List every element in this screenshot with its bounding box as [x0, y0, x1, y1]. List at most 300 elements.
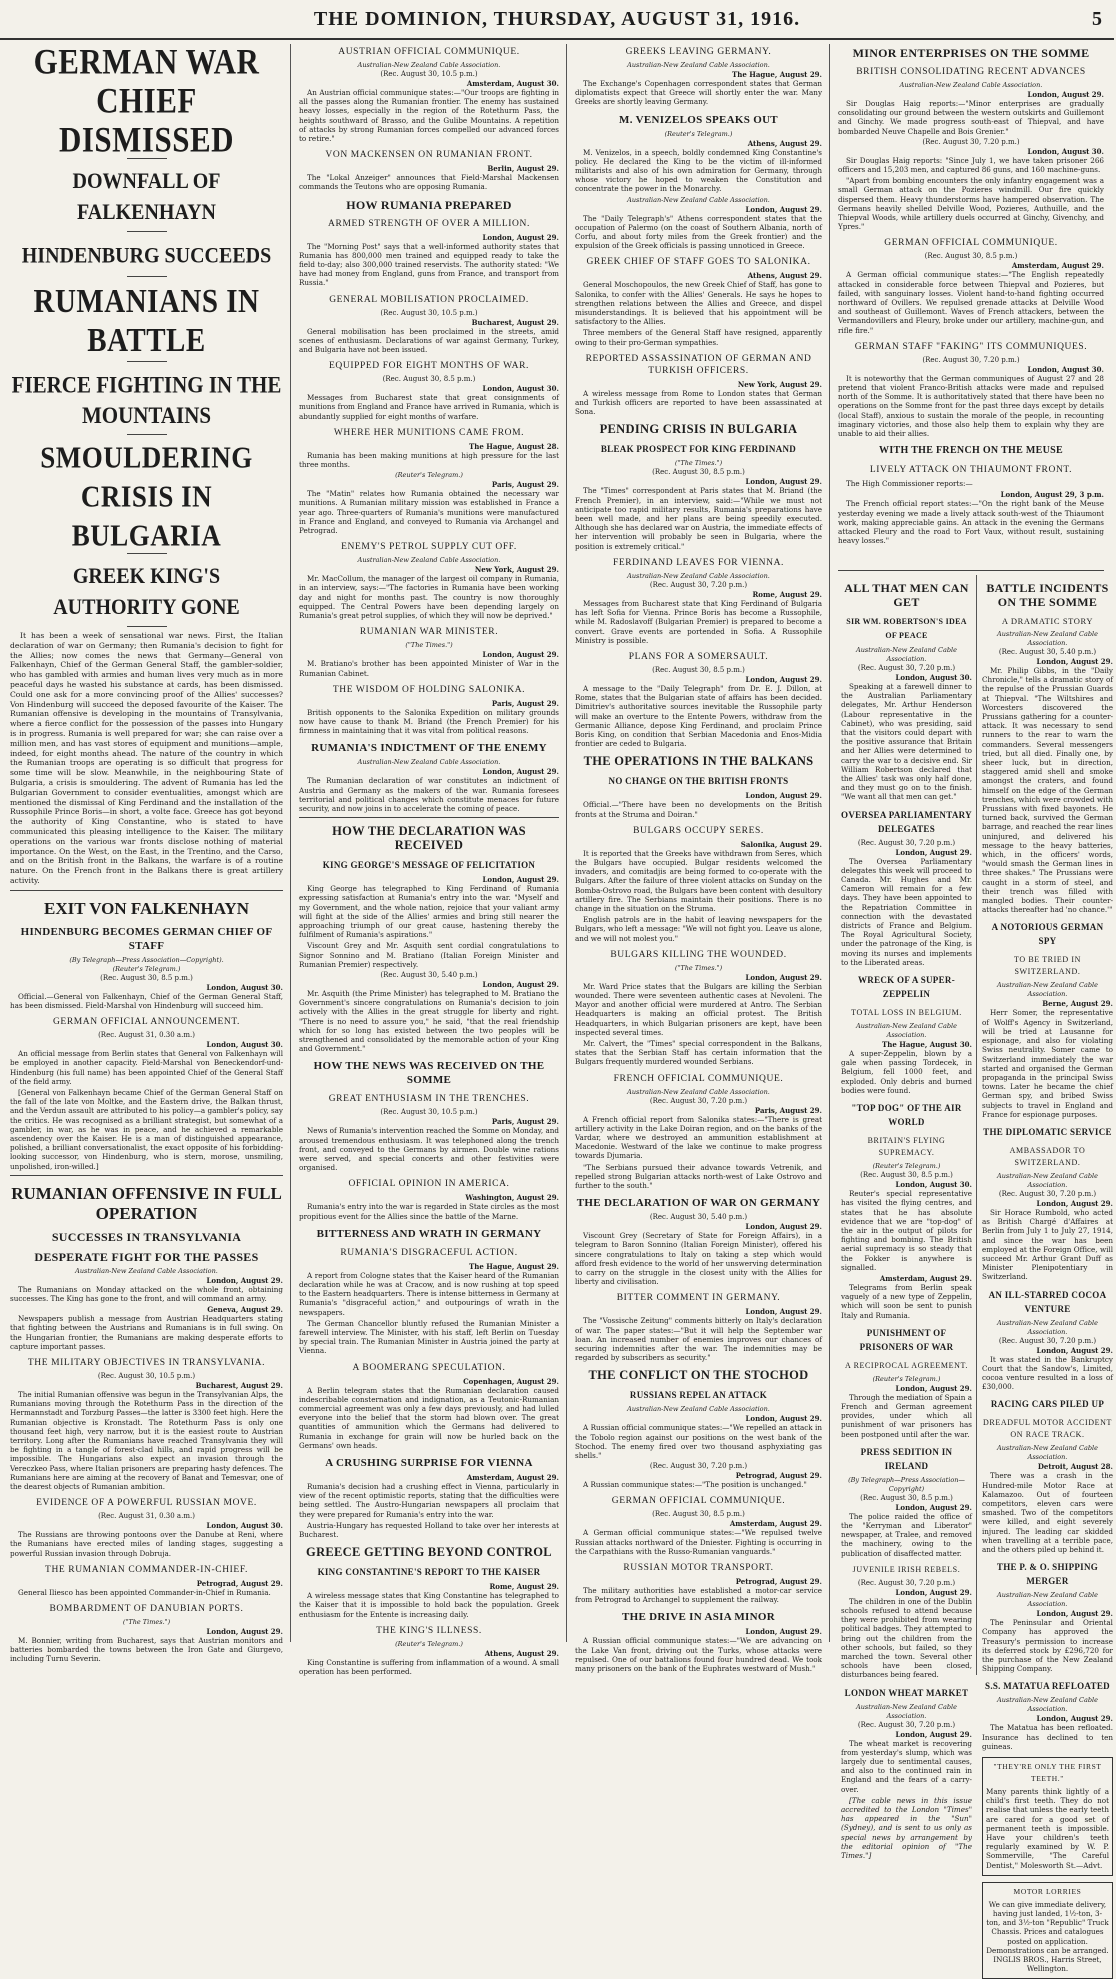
- source-line: Australian-New Zealand Cable Association.: [997, 1591, 1098, 1609]
- dateline: Athens, August 29.: [747, 271, 822, 281]
- ad-text: Many parents think lightly of a child's first teeth. They do not realise that unless the early teeth are cared for a good set of permanent teeth is impossible. Have your children's teeth regularly examined by W. P. Sommerville, "The Careful Dentist," Molesworth St.—Advt.: [986, 1787, 1109, 1870]
- article-paragraph: British opponents to the Salonika Expedition on military grounds now have cause to thank M. Briand (the French Premier) for his firmness in maintaining that it was vital from political reasons.: [299, 707, 559, 736]
- newspaper-title: THE DOMINION, THURSDAY, AUGUST 31, 1916.: [313, 8, 801, 30]
- dateline: London, August 30.: [1027, 146, 1104, 156]
- lead-summary: It has been a week of sensational war news. First, the Italian declaration of war on Germany; then Rumania's decision to fight for the Allies; now comes the news that Germany—General von Falkenhayn, Chief of the German General Staff, the gambler-soldier, who has gambled with armies and human lives very much as in more peaceful days he wasted his substance at cards, has been dismissed. Could one ask for a more convincing proof of the Allies' successes? Von Hindenburg will succeed the deposed favourite of the Kaiser. The Rumanian offensive is developing in the mountains of Transylvania, where a fierce conflict for the possession of the passes into Hungary is in progress. Rumania is well prepared for war; she can raise over a million men, and has vast stores of equipment and munitions—ample, indeed, for eight months ahead. The nature of the country in which the Rumanian troops are operating is so difficult that progress for some time will be slow. Meanwhile, in the neighbouring State of Bulgaria, a crisis is smouldering. The advent of Rumania has led the Bulgarian Government to consider eventualities, amongst which are mentioned the dismissal of King Ferdinand and the installation of the Russophile Prince Boris—in short, a volte face. Greece has got beyond the authority of King Constantine, who is stated to have communicated this pleasing intelligence to the Kaiser. The military operations on the various war fronts disclose nothing of material importance. On the West, on the East, in the Trentino, and the Carso, and on the British front in the Balkans, the warfare is of a routine nature. On the French front in the Balkans there is great artillery activity.: [10, 631, 283, 885]
- subhead-passes: DESPERATE FIGHT FOR THE PASSES: [34, 1249, 259, 1264]
- article-paragraph: Speaking at a farewell dinner to the Australian Parliamentary delegates, Mr. Arthur Henderson (Labour representative in the Cabinet), who was presiding, said that the visitors could depart with the positive assurance that Britain and her Allies were determined to carry the war to a decisive end. Sir William Robertson declared that the Allies' task was only half done, and they must go on to the finish. "We want all that men can get.": [841, 682, 972, 802]
- article-paragraph: The police raided the office of the "Kerryman and Liberator" newspaper, at Tralee, and removed the machinery, owing to the publication of disaffected matter.: [841, 1511, 972, 1558]
- received-time: (Rec. August 30, 8.5 p.m.): [652, 665, 745, 674]
- received-time: (Rec. August 30, 8.5 p.m.): [382, 375, 476, 384]
- headline: THE DRIVE IN ASIA MINOR: [622, 1611, 775, 1624]
- dateline: Paris, August 29.: [491, 1117, 559, 1127]
- subhead: TO BE TRIED IN SWITZERLAND.: [1014, 955, 1081, 977]
- subhead-objectives: THE MILITARY OBJECTIVES IN TRANSYLVANIA.: [27, 1357, 266, 1368]
- dateline: Copenhagen, August 29.: [463, 1376, 559, 1386]
- subhead: RUMANIAN WAR MINISTER.: [359, 627, 499, 638]
- article-paragraph: The wheat market is recovering from yesterday's slump, which was largely due to sentimental causes, and also to the continued rain in England and the fears of a carry-over.: [841, 1738, 972, 1794]
- dateline: Amsterdam, August 29.: [729, 1519, 822, 1529]
- dateline: London, August 29.: [745, 674, 822, 684]
- article-paragraph: "Apart from bombing encounters the only infantry engagement was a small German attack on the Pozieres windmill. Our fire quickly dispersed them. Heavy thunderstorms have hampered observation. The Germans heavily shelled Delville Wood, Pozieres, Authuille, and the Thiepval Woods, while artillery duels occurred at Ginchy, Givenchy, and Ypres.": [838, 176, 1104, 232]
- subhead: GREEK CHIEF OF STAFF GOES TO SALONIKA.: [586, 257, 811, 268]
- headline: S.S. MATATUA REFLOATED: [985, 1681, 1110, 1692]
- article-paragraph: It is noteworthy that the German communiques of August 27 and 28 pretend that violent Franco-British attacks were made and repulsed north of the Somme. It is authoritatively stated that there have been no operations on the Somme front for the past three days except by details (local Staff), anxious to sustain the morale of the people, in recounting imaginary victories, and those also help them to explain why they are unable to aid their allies.: [838, 373, 1104, 439]
- headline: GREECE GETTING BEYOND CONTROL: [306, 1545, 552, 1560]
- headline: RUMANIA'S INDICTMENT OF THE ENEMY: [311, 742, 547, 755]
- article-paragraph: It was stated in the Bankruptcy Court that the Sandow's, Limited, cocoa venture resulted in a loss of £30,000.: [982, 1354, 1113, 1392]
- dateline: London, August 29.: [482, 650, 559, 660]
- headline: WITH THE FRENCH ON THE MEUSE: [879, 445, 1063, 457]
- article-paragraph: A message to the "Daily Telegraph" from Dr. E. J. Dillon, at Rome, states that the Bulgarian state of affairs has been decided. Dimitriev's authoritative sources inevitable the Russophile party will make an overture to the Entente Powers, withdraw from the Germanic Alliance, depose King Ferdinand, and proclaim Prince Boris King, on condition that Serbian Macedonia and Enos-Midia frontier are ceded to Bulgaria.: [575, 683, 822, 749]
- article-paragraph: Rumania's decision had a crushing effect in Vienna, particularly in view of the recent optimistic reports, stating that the difficulties were being settled. The Austro-Hungarian newspapers all proclaim that they were prepared for Rumania's entry into the war.: [299, 1482, 559, 1519]
- dateline: London, August 30.: [206, 982, 283, 992]
- subhead: A DRAMATIC STORY: [1001, 616, 1094, 626]
- article-paragraph: The initial Rumanian offensive was begun in the Transylvanian Alps, the Rumanians moving through the Rotethurm Pass in the direction of the Hermannstadt and Torzburg Passes—the latter is 3300 feet high. Here the Rumanian objective is Kronstadt. The Rotethurm Pass is only one thousand feet high, very narrow, but it is the easiest route to Austrian territory. Long after the Rumanians have reached Transylvania they will be fighting in a tangle of forest-clad hills, and rapid progress will be impossible. The Hungarians also expect an invasion through the Vereczkeo Pass, where Italian prisoners are preparing hasty defences. The Rumanians here are aiming at the recovery of Banat and Temesvar, one of the dearest objects of Rumanian ambition.: [10, 1389, 283, 1492]
- article-paragraph: News of Rumania's intervention reached the Somme on Monday, and aroused tremendous enthusiasm. It was telephoned along the trench front, and conveyed to the Germans by airmen. Double wine rations were served, and special concerts and other festivities were organised.: [299, 1126, 559, 1173]
- headline-hindenburg: HINDENBURG SUCCEEDS: [21, 243, 272, 269]
- article-paragraph: Messages from Bucharest state that great consignments of munitions from England and France have arrived in Rumania, which is abundantly supplied for eight months of warfare.: [299, 393, 559, 421]
- source-line: Australian-New Zealand Cable Association.: [627, 1405, 770, 1414]
- article-paragraph: A Russian official communique states:—"We repelled an attack in the Tobolo region against our positions on the west bank of the Stochod. The enemy fired over two thousand asphyxiating gas shells.": [575, 1423, 822, 1461]
- subhead: THE WISDOM OF HOLDING SALONIKA.: [332, 684, 526, 695]
- headline: OVERSEA PARLIAMENTARY DELEGATES: [841, 809, 972, 834]
- dateline: London, August 29.: [745, 1222, 822, 1232]
- dateline: London, August 29.: [1036, 1345, 1113, 1355]
- source-line: ("The Times."): [674, 963, 723, 972]
- source-line: Australian-New Zealand Cable Association.: [997, 1318, 1098, 1336]
- column-1: [4, 41, 289, 1664]
- headline: ALL THAT MEN CAN GET: [844, 581, 969, 609]
- headline: THE CONFLICT ON THE STOCHOD: [588, 1368, 809, 1383]
- received-time: (Rec. August 31, 0.30 a.m.): [98, 1031, 195, 1040]
- divider: [10, 1175, 283, 1176]
- received-time: (Rec. August 30, 8.5 p.m.): [860, 1171, 953, 1180]
- received-time: (Rec. August 30, 7.20 p.m.): [649, 1096, 748, 1105]
- subhead: BULGARS OCCUPY SERES.: [633, 825, 764, 836]
- source-line: Australian-New Zealand Cable Association.: [627, 61, 770, 69]
- dateline: London, August 29.: [1036, 1198, 1113, 1208]
- article-paragraph: A wireless message from Rome to London states that German and Turkish officers are reported to have been assassinated at Sona.: [575, 388, 822, 417]
- source-line: Australian-New Zealand Cable Association.: [997, 630, 1098, 647]
- divider: [127, 434, 167, 435]
- source-line: (Reuter's Telegram.): [395, 471, 463, 480]
- dateline: Athens, August 29.: [747, 138, 822, 148]
- subhead: RUSSIAN MOTOR TRANSPORT.: [623, 1563, 774, 1574]
- headline: RACING CARS PILED UP: [990, 1399, 1105, 1410]
- subhead: RUSSIANS REPEL AN ATTACK: [629, 1390, 768, 1401]
- ad-heading: "THEY'RE ONLY THE FIRST TEETH.": [993, 1762, 1102, 1784]
- subhead-russian-move: EVIDENCE OF A POWERFUL RUSSIAN MOVE.: [36, 1498, 257, 1509]
- subhead: FERDINAND LEAVES FOR VIENNA.: [612, 557, 785, 568]
- source-line: Australian-New Zealand Cable Association.: [627, 571, 770, 580]
- dateline: Salonika, August 29.: [740, 839, 822, 849]
- article-paragraph: M. Bonnier, writing from Bucharest, says that Austrian monitors and batteries bombarded the towns between the Iron Gate and Giurgevo, including Turnu Severin.: [10, 1636, 283, 1664]
- article-paragraph: The Oversea Parliamentary delegates this week will proceed to Canada. Mr. Hughes and Mr. Cameron will remain for a few days. They have been appointed to the Repatriation Committee in connection with the devastated districts of France and Belgium. The Royal Agricultural Society, under the patronage of the King, is moving its nurses and implements to the Liberated areas.: [841, 856, 972, 967]
- article-paragraph: There was a crash in the Hundred-mile Motor Race at Kalamazoo. Out of fourteen competitors, eleven cars were smashed. Two of the competitors were killed, and eight severely injured. The leading car skidded when travelling at a terrible pace, and the others piled up behind it.: [982, 1471, 1113, 1554]
- subhead: BITTER COMMENT IN GERMANY.: [616, 1293, 781, 1304]
- subhead: A RECIPROCAL AGREEMENT.: [845, 1360, 968, 1370]
- headline: BATTLE INCIDENTS ON THE SOMME: [986, 581, 1109, 609]
- source-line: Australian-New Zealand Cable Association.: [357, 758, 501, 767]
- headline: THE DECLARATION OF WAR ON GERMANY: [576, 1197, 821, 1210]
- dateline: London, August 29.: [745, 1414, 822, 1424]
- source-line: Australian-New Zealand Cable Association.: [75, 1266, 218, 1275]
- source-line: ("The Times."): [122, 1618, 171, 1627]
- divider: [127, 276, 167, 277]
- subhead: REPORTED ASSASSINATION OF GERMAN AND TURKISH OFFICERS.: [585, 353, 812, 376]
- article-paragraph: The "Daily Telegraph's" Athens correspondent states that the occupation of Palermo (on the coast of Southern Albania, north of Corfu, and about forty miles from the Greek frontier) and the expulsion of the Greek officials is passing unnoticed in Greece.: [575, 213, 822, 251]
- dateline: The Hague, August 29.: [732, 70, 822, 79]
- subhead: NO CHANGE ON THE BRITISH FRONTS: [608, 776, 789, 787]
- source-line: (Reuter's Telegram.): [872, 1162, 941, 1171]
- received-time: (Rec. August 30, 8.5 p.m.): [652, 468, 745, 477]
- dateline: The Hague, August 28.: [469, 441, 559, 451]
- headline: HOW THE NEWS WAS RECEIVED ON THE SOMME: [313, 1060, 545, 1087]
- article-paragraph: The Russians are throwing pontoons over the Danube at Reni, where the Rumanians have erected miles of landing stages, suggesting a powerful Russian invasion through Dobruja.: [10, 1530, 283, 1558]
- source-line: ("The Times."): [674, 459, 723, 468]
- divider: [127, 231, 167, 232]
- divider: [299, 817, 559, 818]
- received-time: (Rec. August 30, 8.5 p.m.): [860, 1493, 953, 1502]
- article-paragraph: A Russian official communique states:—"We are advancing on the Lake Van front, driving out the Turks, whose attacks were repulsed. One of our battalions found four hundred dead. We took many prisoners on the bank of the Euphrates westward of Mush.": [575, 1636, 822, 1674]
- divider: [127, 626, 167, 627]
- received-time: (Rec. August 30, 10.5 p.m.): [380, 70, 478, 78]
- subcolumn-right: [979, 575, 1116, 1979]
- received-time: (Rec. August 30, 10.5 p.m.): [97, 1371, 196, 1380]
- received-time: (Rec. August 30, 10.5 p.m.): [380, 308, 478, 317]
- received-time: (Rec. August 30, 7.20 p.m.): [922, 137, 1020, 146]
- headline: PENDING CRISIS IN BULGARIA: [599, 422, 798, 437]
- subhead: BLEAK PROSPECT FOR KING FERDINAND: [600, 444, 797, 455]
- dateline: Rome, August 29.: [489, 1582, 559, 1592]
- headline-downfall: DOWNFALL OF FALKENHAYN: [72, 169, 221, 225]
- subhead: BULGARS KILLING THE WOUNDED.: [610, 949, 787, 960]
- article-paragraph: Messages from Bucharest state that King Ferdinand of Bulgaria has left Sofia for Vienna. Prince Boris has become a Russophile, while M. Radoslavoff (Bulgarian Premier) is prepared to become a convert. Grave events are portended in Sofia. A Russophile Ministry is possible.: [575, 598, 822, 645]
- headline: HOW THE DECLARATION WAS RECEIVED: [332, 824, 526, 853]
- dateline: London, August 29.: [1027, 90, 1104, 99]
- article-paragraph: M. Venizelos, in a speech, boldly condemned King Constantine's policy. He declared the King to be the victim of ill-informed militarists and also of his own admiration for Germany, through whose victory he hoped to weaken the Constitution and concentrate the power in the Monarchy.: [575, 147, 822, 194]
- dateline: Geneva, August 29.: [207, 1305, 283, 1315]
- source-line: Australian-New Zealand Cable Association.: [627, 195, 770, 204]
- headline: "TOP DOG" OF THE AIR WORLD: [851, 1103, 962, 1128]
- headline: AN ILL-STARRED COCOA VENTURE: [988, 1289, 1107, 1314]
- subhead: VON MACKENSEN ON RUMANIAN FRONT.: [325, 150, 533, 161]
- subhead: DREADFUL MOTOR ACCIDENT ON RACE TRACK.: [983, 1418, 1112, 1440]
- column-4-split: [838, 575, 1113, 1974]
- article-paragraph: Viscount Grey and Mr. Asquith sent cordial congratulations to Signor Sonnino and M. Bratiano (Italian Foreign Minister and Rumanian Premier) respectively.: [299, 941, 559, 969]
- divider: [838, 570, 1104, 571]
- dateline: London, August 29, 3 p.m.: [1000, 490, 1104, 500]
- subhead: THE KING'S ILLNESS.: [376, 1625, 482, 1636]
- dateline: London, August 29.: [482, 875, 559, 885]
- dateline: Detroit, August 28.: [1037, 1462, 1113, 1472]
- subhead: GREEKS LEAVING GERMANY.: [625, 47, 772, 57]
- headline: HOW RUMANIA PREPARED: [346, 197, 512, 212]
- article-paragraph: A Russian communique states:—"The position is unchanged.": [583, 1480, 807, 1490]
- source-line: Australian-New Zealand Cable Association.: [856, 1022, 957, 1040]
- subhead: GERMAN OFFICIAL COMMUNIQUE.: [884, 238, 1058, 249]
- article-paragraph: M. Bratiano's brother has been appointed Minister of War in the Rumanian Cabinet.: [299, 659, 559, 678]
- subhead: OFFICIAL OPINION IN AMERICA.: [348, 1179, 510, 1190]
- column-rule: [976, 575, 977, 1675]
- received-time: (Rec. August 30, 8.5 p.m.): [652, 1510, 745, 1519]
- article-paragraph: An Austrian official communique states:—"Our troops are fighting in all the passes along the Rumanian frontier. The enemy has sustained heavy losses, especially in the region of the Rotethurm Pass, the heights southward of Brasso, and the Gulibe Mountains. A repetition of attacks by strong Rumanian forces compelled our advanced forces to retire.": [299, 88, 559, 144]
- headline: MINOR ENTERPRISES ON THE SOMME: [852, 46, 1090, 60]
- article-paragraph: Newspapers publish a message from Austrian Headquarters stating that fighting between the Austrians and Rumanians is in full swing. On the Hungarian frontier, the Rumanians are making desperate efforts to capture important passes.: [10, 1314, 283, 1351]
- subhead: A BOOMERANG SPECULATION.: [352, 1362, 506, 1373]
- received-time: (Rec. August 30, 7.20 p.m.): [922, 355, 1020, 364]
- article-paragraph: The German Chancellor bluntly refused the Rumanian Minister a farewell interview. The Minister, with his staff, left Berlin on Tuesday by special train. The Rumanian Minister in Austria joined the party at Vienna.: [299, 1318, 559, 1356]
- subhead: SIR WM. ROBERTSON'S IDEA OF PEACE: [846, 617, 967, 640]
- advertisement-motor-lorries: [982, 1882, 1113, 1979]
- subhead: KING GEORGE'S MESSAGE OF FELICITATION: [322, 860, 536, 871]
- article-paragraph: The Peninsular and Oriental Company has approved the Treasury's permission to increase its deferred stock by £296,720 for the purchase of the New Zealand Shipping Company.: [982, 1618, 1113, 1674]
- article-paragraph: Three members of the General Staff have resigned, apparently owing to their pro-German sympathies.: [575, 328, 822, 347]
- source-line: Australian-New Zealand Cable Association.: [357, 556, 501, 565]
- article-paragraph: Rumania has been making munitions at high pressure for the last three months.: [299, 450, 559, 470]
- subhead: WHERE HER MUNITIONS CAME FROM.: [333, 427, 525, 438]
- dateline: London, August 29.: [895, 847, 972, 857]
- dateline: London, August 30.: [206, 1040, 283, 1050]
- subhead: BRITISH CONSOLIDATING RECENT ADVANCES: [856, 67, 1086, 77]
- article-paragraph: A German official communique states:—"We repulsed twelve Russian attacks northward of the Dniester. Fighting is occurring in the Carpathians with the Russo-Rumanian vanguards.": [575, 1528, 822, 1556]
- dateline: Paris, August 29.: [491, 480, 559, 490]
- subhead: JUVENILE IRISH REBELS.: [852, 1564, 961, 1574]
- dateline: Amsterdam, August 29.: [879, 1273, 972, 1283]
- source-line: Australian-New Zealand Cable Association.: [856, 646, 957, 663]
- dateline: Rome, August 29.: [752, 589, 822, 599]
- article-paragraph: Mr. Ward Price states that the Bulgars are killing the Serbian wounded. There were seventeen authentic cases at Nevoleni. The Mayor and another official were murdered at Antro. The Serbian Headquarters is making an official protest. The British Headquarters, in which Bulgarian prisoners are kept, have been inspected several times.: [575, 981, 822, 1037]
- source-line: Australian-New Zealand Cable Association.: [997, 1171, 1098, 1189]
- column-4: [832, 44, 1113, 1974]
- subhead-bombardment: BOMBARDMENT OF DANUBIAN PORTS.: [49, 1604, 244, 1615]
- source-line: Australian-New Zealand Cable Association.: [627, 1087, 770, 1096]
- received-time: (Rec. August 30, 7.20 p.m.): [998, 1336, 1097, 1345]
- article-paragraph: [General von Falkenhayn became Chief of the German General Staff on the fall of the late von Moltke, and the Eastern drive, the Balkan thrust, and the Verdun assault are attributed to his policy—a gambler's policy, say the critics. He was recognised as a brilliant strategist, but somewhat of a gambler, in war, as he was in peace, and he achieved a remarkable ascendency over the Kaiser. He is a man of distinguished appearance, polished, a brilliant conversationalist, the exact opposite of his forbidding-looking successor, von Hindenburg, who is stern, morose, unsmiling, unpolished, iron-willed.]: [10, 1087, 283, 1171]
- article-paragraph: The "Vossische Zeitung" comments bitterly on Italy's declaration of war. The paper states:—"But it will help the September war loan. An increased number of enemies improves our chances of securing indemnities after the war. The indemnities may be regarded by subscribers as security.": [575, 1316, 822, 1363]
- article-paragraph: The Rumanians on Monday attacked on the whole front, obtaining successes. The King has gone to the front, and will command an army.: [10, 1284, 283, 1303]
- dateline: The Hague, August 29.: [469, 1261, 559, 1271]
- divider: [127, 361, 167, 362]
- headline: PUNISHMENT OF PRISONERS OF WAR: [859, 1327, 954, 1352]
- headline-rumanian-offensive: RUMANIAN OFFENSIVE IN FULL OPERATION: [11, 1183, 282, 1223]
- received-time: (Rec. August 30, 7.20 p.m.): [649, 1462, 748, 1471]
- article-paragraph: The Exchange's Copenhagen correspondent states that German diplomatists expect that Greece will shortly enter the war. Many Greeks are shortly leaving Germany.: [575, 79, 822, 107]
- dateline: The Hague, August 30.: [882, 1040, 972, 1050]
- dateline: Amsterdam, August 29.: [1011, 261, 1104, 271]
- received-time: (Rec. August 30, 5.40 p.m.): [649, 1213, 748, 1222]
- article-paragraph: It is reported that the Greeks have withdrawn from Seres, which the Bulgars have occupied. Bulgar residents welcomed the invaders, and comitadjis are being formed to co-operate with the Bulgars. After the failure of three violent attacks on Sunday on the Bomba-Ostrovo road, the Bulgars have been content with desultory artillery fire. The Serbians maintain their positions. There is no change in the situation on the Struma.: [575, 848, 822, 913]
- dateline: London, August 29.: [482, 232, 559, 242]
- source-line: Australian-New Zealand Cable Association.: [899, 81, 1043, 89]
- subhead-transylvania: SUCCESSES IN TRANSYLVANIA: [51, 1229, 242, 1244]
- article-paragraph: The military authorities have established a motor-car service from Petrograd to Archangel to supplement the railway.: [575, 1586, 822, 1605]
- subhead: KING CONSTANTINE'S REPORT TO THE KAISER: [317, 1567, 541, 1578]
- column-2: [293, 44, 565, 1677]
- headline-greek-king: GREEK KING'S AUTHORITY GONE: [53, 564, 240, 620]
- subcolumn-left: [838, 575, 975, 1862]
- article-paragraph: King George has telegraphed to King Ferdinand of Rumania expressing satisfaction at Rumania's entry into the war. "Myself and my Government, and the whole nation, rejoice that your valiant army will fight at the side of the Allies' armies and bring still nearer the approaching triumph of our great cause, hastening thereby the fulfilment of Rumania's aspirations.": [299, 884, 559, 940]
- article-paragraph: Official.—General von Falkenhayn, Chief of the German General Staff, has been dismissed. Field-Marshal von Hindenburg will succeed him.: [10, 991, 283, 1010]
- subhead: AUSTRIAN OFFICIAL COMMUNIQUE.: [338, 47, 520, 57]
- article-paragraph: General Moschopoulos, the new Greek Chief of Staff, has gone to Salonika, to confer with the Allies' Generals. He says he hopes to strengthen relations between the Allies and Greece, and dispel misunderstandings. It is believed that his appointment will be satisfactory to the Allies.: [575, 280, 822, 327]
- dateline: London, August 29.: [1036, 1609, 1113, 1619]
- subhead-commander: THE RUMANIAN COMMANDER-IN-CHIEF.: [45, 1564, 248, 1575]
- source-line: Australian-New Zealand Cable Association.: [997, 1444, 1098, 1462]
- subhead: TOTAL LOSS IN BELGIUM.: [851, 1008, 962, 1018]
- dateline: New York, August 29.: [737, 379, 822, 389]
- dateline: London, August 29.: [895, 1502, 972, 1512]
- source-line: ("The Times."): [405, 641, 453, 650]
- received-time: (Rec. August 30, 5.40 p.m.): [998, 648, 1097, 656]
- subhead: AMBASSADOR TO SWITZERLAND.: [1009, 1145, 1086, 1167]
- dateline: Bucharest, August 29.: [195, 1380, 283, 1390]
- article-paragraph: Herr Somer, the representative of Wolff's Agency in Switzerland, will be tried at Lausanne for espionage, and also for violating Swiss neutrality. Somer came to Switzerland immediately the war started and organised the German propaganda in the principal Swiss towns. Later he became the chief German spy, and bribed Swiss subjects to travel in England and France for espionage purposes.: [982, 1008, 1113, 1119]
- dateline: London, August 29.: [895, 1383, 972, 1393]
- dateline: Paris, August 29.: [491, 698, 559, 708]
- received-time: (Rec. August 30, 7.20 p.m.): [857, 1578, 956, 1587]
- article-paragraph: King Constantine is suffering from inflammation of a wound. A small operation has been performed.: [299, 1657, 559, 1677]
- source-line: (Reuter's Telegram.): [664, 129, 733, 138]
- subhead-hindenburg-chief: HINDENBURG BECOMES GERMAN CHIEF OF STAFF: [20, 925, 273, 952]
- article-paragraph: The Matatua has been refloated. Insurance has declined to ten guineas.: [982, 1723, 1113, 1751]
- headline: A NOTORIOUS GERMAN SPY: [991, 922, 1104, 947]
- subhead: FRENCH OFFICIAL COMMUNIQUE.: [613, 1073, 784, 1084]
- article-paragraph: Rumania's entry into the war is regarded in State circles as the most propitious event for the Allies since the battle of the Marne.: [299, 1202, 559, 1221]
- article-paragraph: Sir Douglas Haig reports: "Since July 1, we have taken prisoner 266 officers and 15,203 men, and captured 86 guns, and 160 machine-guns.: [838, 155, 1104, 175]
- dateline: London, August 29.: [482, 979, 559, 989]
- headline: BITTERNESS AND WRATH IN GERMANY: [316, 1227, 542, 1240]
- dateline: London, August 29.: [745, 791, 822, 801]
- article-paragraph: Reuter's special representative has visited the flying centres, and states that he has absolute evidence that we are "top-dog" of the air in the output of pilots for fighting and bombing. The British aerial supremacy is so steady that the Fokker is anywhere is signalled.: [841, 1189, 972, 1272]
- dateline: London, August 30.: [895, 1180, 972, 1190]
- dateline: London, August 29.: [206, 1275, 283, 1285]
- received-time: (Rec. August 30, 7.20 p.m.): [649, 580, 748, 589]
- editorial-note: [The cable news in this issue accredited to the London "Times" has appeared in the "Sun" (Sydney), and is sent to us only as special news by arrangement by the editorial opinion of "The Times."]: [841, 1795, 972, 1861]
- received-time: (Rec. August 31, 0.30 a.m.): [98, 1512, 195, 1521]
- article-paragraph: The Rumanian declaration of war constitutes an indictment of Austria and Germany as the makers of the war. Rumania foresees territorial and political changes which constitute menaces for future security, and now joins in to accelerate the coming of peace.: [299, 776, 559, 813]
- source-line: (Reuter's Telegram.): [395, 1639, 463, 1648]
- dateline: London, August 29.: [745, 972, 822, 982]
- article-paragraph: Mr. Philip Gibbs, in the "Daily Chronicle," tells a dramatic story of the repulse of the Prussian Guards at Thiepval. "The Wiltshires and Worcesters discovered the Prussians gathering for a counter-attack. It was necessary to send runners to the rear to warn the commanders. Several messengers tried, but all died. Finally one, by sheer luck, but in direction, staggered amid shell and smoke amongst the craters, and found himself on the edge of the German trenches, which were crowded with Prussians with fixed bayonets. He turned back, survived the German barrage, and reached the rear lines uninjured, and delivered his message to the heavy batteries, which, in the officers' words, "would smash the German lines in three shakes." The Prussians were caught in a storm of steel, and their trench was filled with mangled bodies. Their counter-attacks thereafter had 'no chance.'": [982, 666, 1113, 915]
- article-paragraph: General Iliesco has been appointed Commander-in-Chief in Rumania.: [18, 1587, 271, 1597]
- dateline: London, August 29.: [1036, 657, 1113, 666]
- dateline: London, August 29.: [745, 1307, 822, 1317]
- article-paragraph: A Berlin telegram states that the Rumanian declaration caused indescribable consternation and indignation, as a Teutonic-Rumanian commercial agreement was only a few days previously, and had lulled everyone into the belief that the storm had blown over. The great quantities of ammunition which the Germans had delivered to Rumania in exchange for grain will now be hurled back on the Germans' own heads.: [299, 1385, 559, 1450]
- article-paragraph: The "Lokal Anzeiger" announces that Field-Marshal Mackensen commands the Teutons who are opposing Rumania.: [299, 173, 559, 192]
- dateline: London, August 29.: [745, 477, 822, 487]
- dateline: Berne, August 29.: [1042, 999, 1113, 1009]
- headline: WRECK OF A SUPER-ZEPPELIN: [857, 975, 956, 1000]
- article-paragraph: An official message from Berlin states that General von Falkenhayn will be employed in another capacity. Field-Marshal von Beneckendorf-und-Hindenburg (his full name) has been appointed Chief of the General Staff of the field army.: [10, 1049, 283, 1086]
- dateline: London, August 30.: [482, 384, 559, 394]
- received-time: (Rec. August 30, 7.20 p.m.): [857, 1720, 956, 1729]
- masthead: [0, 0, 1114, 40]
- column-rule: [829, 44, 830, 1642]
- article-paragraph: Official.—"There have been no developments on the British fronts at the Struma and Doiran.": [575, 800, 822, 819]
- subhead: BRITAIN'S FLYING SUPREMACY.: [867, 1136, 946, 1158]
- dateline: London, August 29.: [895, 1587, 972, 1597]
- dateline: Petrograd, August 29.: [735, 1471, 822, 1481]
- article-paragraph: Mr. Calvert, the "Times" special correspondent in the Balkans, states that the Serbian Staff has certain information that the Bulgars frequently murdered wounded Serbians.: [575, 1038, 822, 1067]
- article-paragraph: Sir Douglas Haig reports:—"Minor enterprises are gradually consolidating our ground between the western outskirts and Guillemont and Ginchy. We made progress south-east of Thiepval, and have bombarded Neuve Chapelle and Bois Grenier.": [838, 99, 1104, 136]
- dateline: Amsterdam, August 29.: [466, 1473, 559, 1483]
- subhead: LIVELY ATTACK ON THIAUMONT FRONT.: [869, 465, 1073, 476]
- article-paragraph: Sir Horace Rumbold, who acted as British Chargé d'Affaires at Berlin from July 1 to July 27, 1914, and since the war has been employed at the Foreign Office, will succeed Mr. Arthur Grant Duff as Minister Plenipotentiary in Switzerland.: [982, 1207, 1113, 1282]
- article-paragraph: The "Times" correspondent at Paris states that M. Briand (the French Premier), in an interview, said:—"While we must not anticipate too rapid military results, Rumania's preparations have been well made, and her plans are being speedily executed. Although she has declared war on Austria, the immediate effects of her intervention will probably be seen in Bulgaria, where the position is extremely critical.": [575, 486, 822, 551]
- article-paragraph: Mr. Asquith (the Prime Minister) has telegraphed to M. Bratiano the Government's sincere congratulations on Rumania's decision to join actively with the Allies in the great struggle for liberty and right. "There is no need to assure you," he said, "that the real friendship which for so long has existed between the two peoples will be strengthened and consolidated by the memorable action of your King and Government.": [299, 988, 559, 1054]
- headline: PRESS SEDITION IN IRELAND: [860, 1446, 953, 1471]
- source-line: Australian-New Zealand Cable Association.: [997, 981, 1098, 999]
- received-time: (Rec. August 30, 7.20 p.m.): [857, 664, 956, 672]
- article-paragraph: Telegrams from Berlin speak vaguely of a new type of Zeppelin, which will soon be sent to punish Italy and Rumania.: [841, 1282, 972, 1320]
- divider: [10, 890, 283, 891]
- source-line: Australian-New Zealand Cable Association.: [856, 1702, 957, 1720]
- article-paragraph: "The Serbians pursued their advance towards Vetrenik, and repelled strong Bulgarian attacks north-west of Lake Ostrovo and further to the south.": [575, 1162, 822, 1191]
- article-paragraph: A report from Cologne states that the Kaiser heard of the Rumanian declaration while he was at Cracow, and is now rushing at top speed to the Eastern headquarters. There is intense bitterness in Germany at Rumania's "disgraceful action," and outpourings of wrath in the newspapers.: [299, 1270, 559, 1317]
- article-paragraph: A super-Zeppelin, blown by a gale when passing Tordecek, in Belgium, fell 1000 feet, and exploded. Only debris and burned bodies were found.: [841, 1049, 972, 1095]
- headline: A CRUSHING SURPRISE FOR VIENNA: [325, 1457, 533, 1470]
- source-line: Australian-New Zealand Cable Association.: [357, 61, 501, 69]
- ad-text: We can give immediate delivery, having just landed, 1½-ton, 3-ton, and 3½-ton "Republic" Truck Chassis. Prices and catalogues posted on application. Demonstrations can be arranged. INGLIS BROS., Harris Street, Wellington.: [986, 1899, 1109, 1974]
- headline: LONDON WHEAT MARKET: [844, 1687, 969, 1698]
- source-line: (By Telegraph—Press Association—Copyright).: [69, 955, 224, 964]
- headline-fierce-fighting: FIERCE FIGHTING IN THE MOUNTAINS: [11, 371, 282, 429]
- article-paragraph: The French official report states:—"On the right bank of the Meuse yesterday evening we made a lively attack south-west of the Thiaumont work, making appreciable gains. An attack in the evening the Germans attacked Fleury and the road to Fort Vaux, without result, sustaining heavy losses.": [838, 499, 1104, 546]
- article-paragraph: A wireless message states that King Constantine has telegraphed to the Kaiser that it is impossible to hold back the population. Greek enthusiasm for the Entente is increasing daily.: [299, 1591, 559, 1619]
- dateline: London, August 30.: [206, 1521, 283, 1531]
- column-rule: [566, 44, 567, 1642]
- page-number: 5: [1092, 8, 1102, 30]
- subhead: GENERAL MOBILISATION PROCLAIMED.: [329, 294, 529, 305]
- dateline: New York, August 29.: [474, 565, 559, 575]
- dateline: Bucharest, August 29.: [471, 317, 559, 327]
- subhead: RUMANIA'S DISGRACEFUL ACTION.: [340, 1247, 518, 1258]
- article-paragraph: A German official communique states:—"The English repeatedly attacked in considerable force between Thiepval and Pozieres, but failed, with sanguinary losses. Violent hand-to-hand fighting occurred northward of Ovillers. We repulsed grenade attacks at Delville Wood and southeast of Guillemont. Waves of French attackers, between the Vermandovillers and Fleury, broke under our artillery, machine-gun, and rifle fire.": [838, 270, 1104, 335]
- headline-exit-falkenhayn: EXIT VON FALKENHAYN: [44, 898, 249, 918]
- dateline: London, August 29.: [745, 204, 822, 214]
- dateline: Athens, August 29.: [484, 1648, 559, 1658]
- column-3: [569, 44, 828, 1674]
- article-paragraph: Through the mediation of Spain a French and German agreement provides, under which all punishment of war prisoners has been postponed until after the war.: [841, 1392, 972, 1439]
- article-paragraph: Austria-Hungary has requested Holland to take over her interests at Bucharest.: [299, 1520, 559, 1540]
- dateline: London, August 30.: [895, 673, 972, 682]
- headline: THE DIPLOMATIC SERVICE: [983, 1126, 1112, 1137]
- dateline: London, August 29.: [895, 1729, 972, 1739]
- received-time: (Rec. August 30, 7.20 p.m.): [857, 838, 956, 847]
- headline-rumanians-battle: RUMANIANS IN BATTLE: [33, 283, 260, 359]
- subhead: GERMAN OFFICIAL COMMUNIQUE.: [611, 1496, 786, 1507]
- headline: THE OPERATIONS IN THE BALKANS: [583, 754, 814, 769]
- received-time: (Rec. August 30, 8.5 p.m.): [924, 252, 1018, 261]
- received-time: (Rec. August 30, 8.5 p.m.): [100, 973, 193, 982]
- dateline: London, August 29.: [1036, 1714, 1113, 1724]
- article-paragraph: A French official report from Salonika states:—"There is great artillery activity in the Lake Doiran region, and on the banks of the Vardar, where we destroyed an ammunition establishment at Macedonie. Westward of the lake we continue to make progress towards Djumaria.: [575, 1114, 822, 1161]
- subhead: ARMED STRENGTH OF OVER A MILLION.: [328, 218, 530, 229]
- dateline: Berlin, August 29.: [487, 164, 559, 174]
- dateline: Washington, August 29.: [465, 1193, 559, 1203]
- ad-heading: MOTOR LORRIES: [1013, 1886, 1082, 1896]
- article-paragraph: The "Morning Post" says that a well-informed authority states that Rumania has 800,000 men trained and equipped ready to take the field to-day; also 300,000 trained reservists. The authority stated: "We have had money from England, guns from France, and transport from Russia.": [299, 241, 559, 288]
- headline-german-war-chief: GERMAN WAR CHIEF DISMISSED: [33, 41, 260, 160]
- dateline: Amsterdam, August 30.: [466, 79, 559, 88]
- column-4-top: [838, 46, 1104, 566]
- article-paragraph: Viscount Grey (Secretary of State for Foreign Affairs), in a telegram to Baron Sonnino (Italian Foreign Minister), offered his sincere congratulations to Italy on taking a step which would afford fresh evidence to the world of her unswerving determination to carry on the struggle in the closest unity with the Allies for liberty and civilisation.: [575, 1231, 822, 1287]
- dateline: London, August 30.: [1027, 364, 1104, 374]
- subhead: EQUIPPED FOR EIGHT MONTHS OF WAR.: [329, 361, 529, 372]
- article-paragraph: General mobilisation has been proclaimed in the streets, amid scenes of enthusiasm. Declarations of war against Germany, Turkey, and Bulgaria have not been issued.: [299, 326, 559, 355]
- dateline: London, August 29.: [206, 1627, 283, 1637]
